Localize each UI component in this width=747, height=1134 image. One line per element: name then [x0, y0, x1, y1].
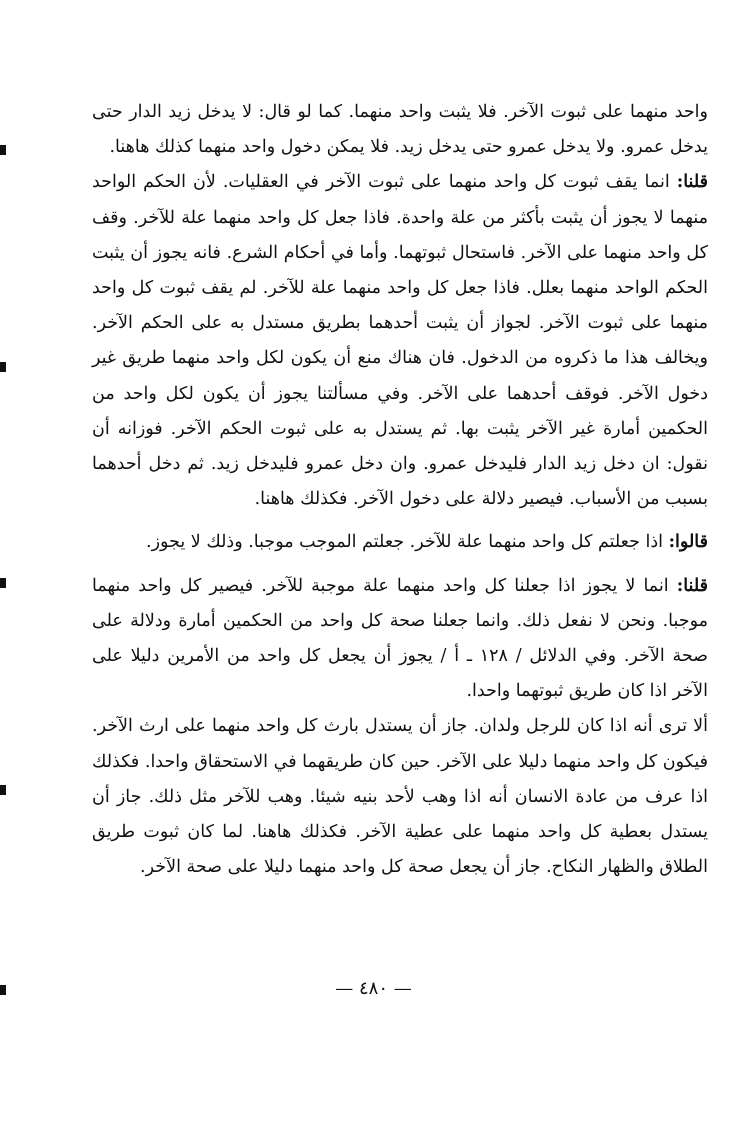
margin-mark	[0, 785, 6, 795]
page-number: — ٤٨٠ —	[335, 978, 412, 999]
paragraph-5	[92, 709, 708, 885]
paragraph-text: اذا جعلتم كل واحد منهما علة للآخر. جعلتم الموجب موجبا. وذلك لا يجوز.	[146, 532, 669, 553]
paragraph-text: واحد منهما على ثبوت الآخر. فلا يثبت واحد منهما. كما لو قال: لا يدخل زيد الدار حتى يدخل عمرو. ولا يدخل عمرو حتى يدخل زيد. فلا يمكن دخول واحد منهما كذلك هاهنا.	[92, 102, 708, 158]
margin-mark	[0, 362, 6, 372]
paragraph-text: انما يقف ثبوت كل واحد منهما على ثبوت الآخر في العقليات. لأن الحكم الواحد منهما لا يجوز أن يثبت بأكثر من علة واحدة. فاذا جعل كل واحد منهما علة للآخر. وقف كل واحد منهما على الآخر. فاستحال ثبوتهما. وأما في أحكام الشرع. فانه يجوز أن يثبت الحكم الواحد منهما بعلل. فاذا جعل كل واحد منهما علة للآخر. لم يقف ثبوت كل واحد منهما على ثبوت الآخر. لجواز أن يثبت أحدهما بطريق مستدل به على الحكم الآخر. ويخالف هذا ما ذكروه من الدخول. فان هناك منع أن يكون لكل واحد منهما طريق غير دخول الآخر. فوقف أحدهما على الآخر. وفي مسألتنا يجوز أن يكون لكل واحد من الحكمين أمارة غير الآخر يثبت بها. ثم يستدل به على ثبوت الحكم الآخر. فوزانه أن نقول: ان دخل زيد الدار فليدخل عمرو. وان دخل عمرو فليدخل زيد. ثم دخل أحدهما بسبب من الأسباب. فيصير دلالة على دخول الآخر. فكذلك هاهنا.	[92, 172, 708, 510]
margin-mark	[0, 578, 6, 588]
paragraph-4	[92, 569, 708, 710]
page-body	[92, 95, 708, 885]
keyword: قلنا:	[676, 172, 708, 193]
paragraph-1	[92, 95, 708, 165]
paragraph-2	[92, 165, 708, 517]
margin-mark	[0, 985, 6, 995]
margin-mark	[0, 145, 6, 155]
keyword: قالوا:	[668, 532, 708, 553]
paragraph-3	[92, 525, 708, 560]
paragraph-text: انما لا يجوز اذا جعلنا كل واحد منهما علة موجبة للآخر. فيصير كل واحد منهما موجبا. ونحن لا نفعل ذلك. وانما جعلنا صحة كل واحد من الحكمين أمارة ودلالة على صحة الآخر. وفي الدلائل / ١٢٨ ـ أ / يجوز أن يجعل كل واحد من الأمرين دليلا على الآخر اذا كان طريق ثبوتهما واحدا.	[92, 575, 709, 702]
keyword: قلنا:	[676, 575, 708, 596]
paragraph-text: ألا ترى أنه اذا كان للرجل ولدان. جاز أن يستدل بارث كل واحد منهما على ارث الآخر. فيكون كل واحد منهما دليلا على الآخر. حين كان طريقهما في الاستحقاق واحدا. فكذلك اذا عرف من عادة الانسان أنه اذا وهب لأحد بنيه شيئا. وهب للآخر مثل ذلك. جاز أن يستدل بعطية كل واحد منهما على عطية الآخر. فكذلك هاهنا. لما كان ثبوت طريق الطلاق والظهار النكاح. جاز أن يجعل صحة كل واحد منهما دليلا على صحة الآخر.	[92, 716, 708, 878]
